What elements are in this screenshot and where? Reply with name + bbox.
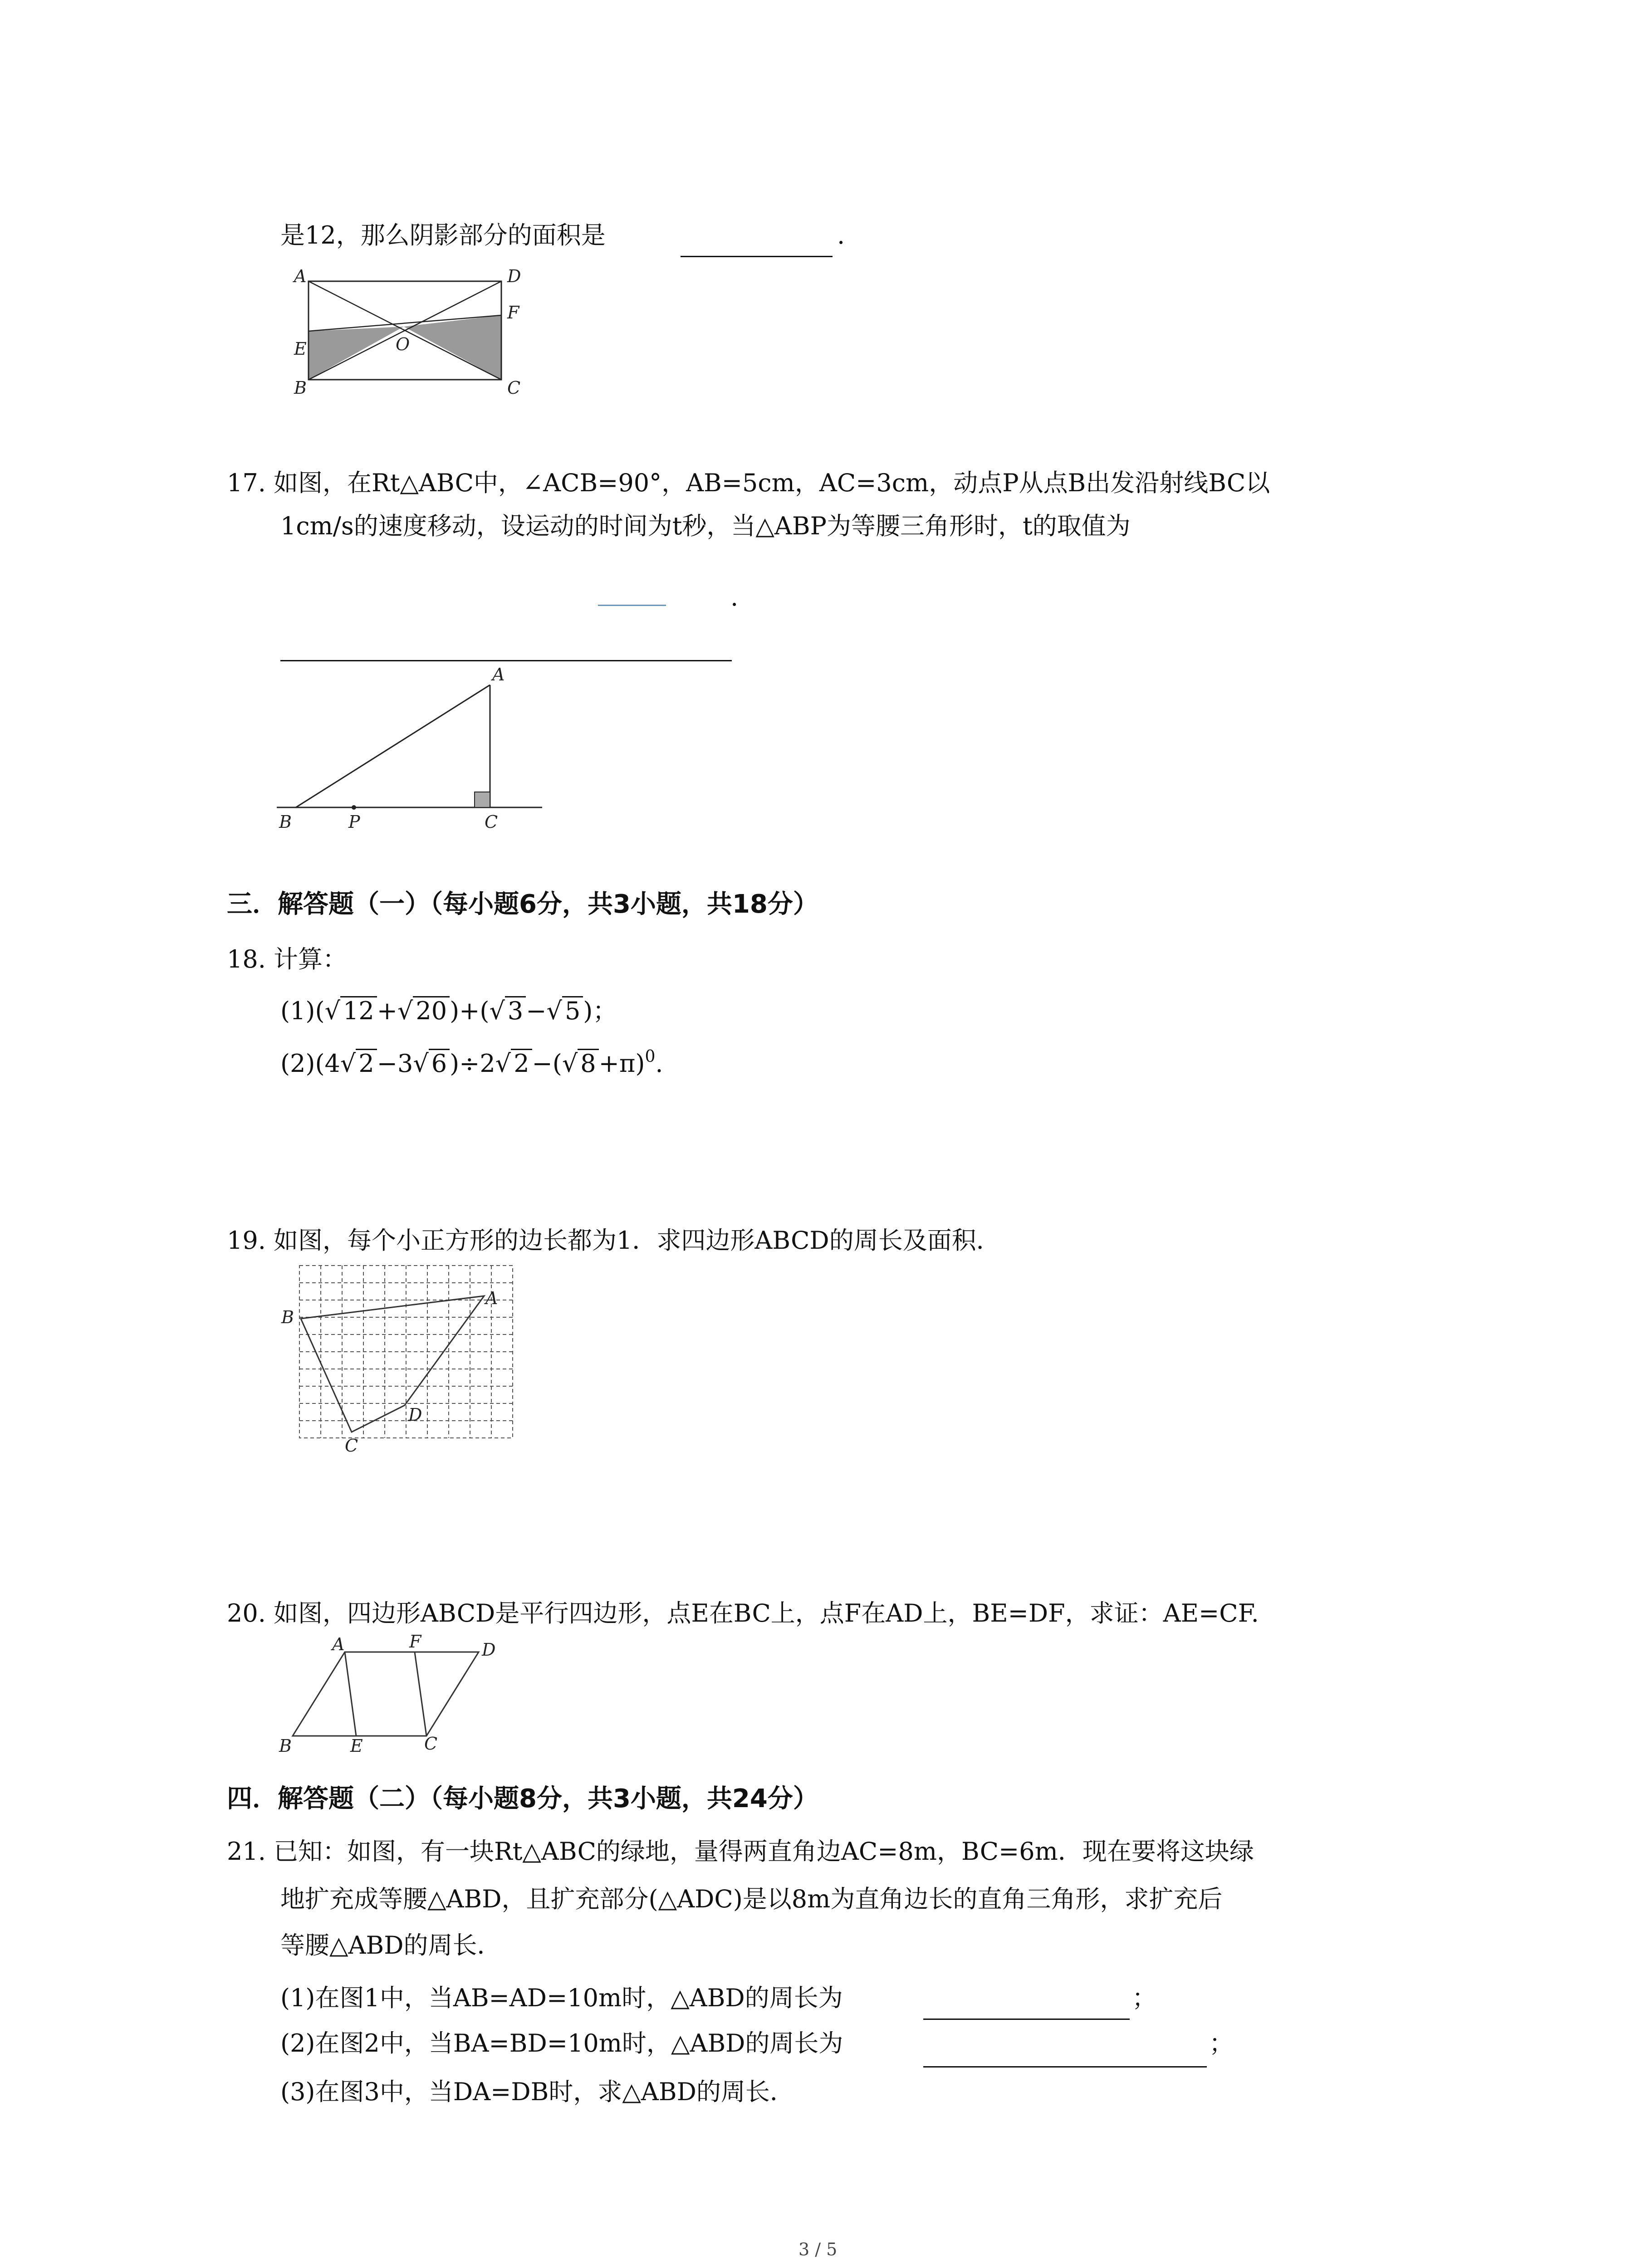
- q21-sub3: (3)在图3中，当DA=DB时，求△ABD的周长．: [280, 2077, 794, 2106]
- q17-answer-blank[interactable]: [598, 583, 666, 606]
- q18-p1-radical3: 3: [505, 996, 526, 1024]
- q21-sub2: (2)在图2中，当BA=BD=10m时，△ABD的周长为: [280, 2029, 843, 2058]
- q17-label-b: B: [279, 812, 292, 832]
- q16-text: 是12，那么阴影部分的面积是: [280, 221, 606, 249]
- q18-part2: (2)(4√ 2 −3√ 6 )÷2√ 2 −(√ 8 +π)$^0$.: [280, 1047, 663, 1078]
- q17-label-p: P: [348, 812, 360, 832]
- q18-p1-radical1: 12: [340, 996, 377, 1024]
- q20-label-a: A: [332, 1634, 345, 1654]
- q16-period: .: [837, 221, 845, 249]
- q18-title: 18. 计算：: [227, 945, 348, 973]
- q21-line2: 地扩充成等腰△ABD，且扩充部分(△ADC)是以8m为直角边长的直角三角形，求扩充后: [280, 1885, 1223, 1913]
- q18-p1-radical2: 20: [413, 996, 450, 1024]
- q19-grid-figure: [272, 1261, 526, 1461]
- q16-label-d: D: [507, 268, 521, 286]
- q21-line3: 等腰△ABD的周长．: [280, 1931, 502, 1960]
- section4-heading: 四．解答题（二）（每小题8分，共3小题，共24分）: [227, 1784, 818, 1813]
- q17-label-c: C: [485, 812, 498, 832]
- q21-sub2-blank[interactable]: [923, 2037, 1207, 2068]
- q20-label-f: F: [409, 1633, 421, 1652]
- q19-label-a: A: [485, 1288, 498, 1308]
- q17-line1: 17. 如图，在Rt△ABC中，∠ACB=90°，AB=5cm，AC=3cm，动点P从点B出发沿射线BC以: [227, 469, 1270, 497]
- q18-p2-radical1: 2: [356, 1049, 377, 1077]
- q18-p2-exponent: 0: [645, 1047, 656, 1066]
- q19-label-b: B: [281, 1307, 294, 1327]
- q21-sub1: (1)在图1中，当AB=AD=10m时，△ABD的周长为: [280, 1984, 843, 2012]
- q19-label-d: D: [408, 1405, 422, 1425]
- q17-period: .: [730, 583, 739, 611]
- q17-line2: 1cm/s的速度移动，设运动的时间为t秒，当△ABP为等腰三角形时，t的取值为: [280, 512, 1131, 540]
- q16-rectangle-figure: [290, 268, 544, 408]
- q16-label-a: A: [294, 268, 307, 286]
- page-number: 3 / 5: [798, 2239, 838, 2259]
- q16-label-c: C: [507, 378, 521, 398]
- q20-label-c: C: [424, 1734, 438, 1754]
- q17-label-a: A: [492, 665, 505, 684]
- q18-p1-open: (1)(: [280, 997, 325, 1025]
- q16-label-o: O: [396, 334, 410, 354]
- q20-label-e: E: [350, 1736, 363, 1755]
- section3-heading: 三．解答题（一）（每小题6分，共3小题，共18分）: [227, 890, 818, 919]
- q17-triangle-figure: [268, 658, 558, 835]
- q16-answer-blank[interactable]: [681, 227, 833, 257]
- q18-part1: (1)(√ 12 +√ 20 )+(√ 3 −√ 5 )；: [280, 997, 617, 1025]
- q21-sub1-end: ；: [1132, 1984, 1156, 2012]
- q21-sub2-end: ；: [1209, 2029, 1234, 2058]
- q16-label-f: F: [507, 303, 519, 323]
- q16-label-e: E: [294, 339, 307, 359]
- q21-line1: 21. 已知：如图，有一块Rt△ABC的绿地，量得两直角边AC=8m，BC=6m．现在要将这块绿: [227, 1837, 1254, 1866]
- q18-p2-radical3: 2: [511, 1049, 532, 1077]
- q20-label-d: D: [482, 1640, 496, 1660]
- q19-label-c: C: [345, 1436, 358, 1456]
- q19-text: 19. 如图，每个小正方形的边长都为1．求四边形ABCD的周长及面积．: [227, 1226, 1001, 1255]
- q20-label-b: B: [279, 1736, 292, 1755]
- q21-sub1-blank[interactable]: [923, 1989, 1130, 2020]
- q18-p2-radical4: 8: [578, 1049, 598, 1077]
- q20-parallelogram-figure: [272, 1633, 526, 1755]
- q18-p2-radical2: 6: [429, 1049, 450, 1077]
- q18-p1-radical4: 5: [562, 996, 583, 1024]
- q16-label-b: B: [294, 378, 307, 398]
- q20-text: 20. 如图，四边形ABCD是平行四边形，点E在BC上，点F在AD上，BE=DF，求证：AE=CF.: [227, 1599, 1259, 1628]
